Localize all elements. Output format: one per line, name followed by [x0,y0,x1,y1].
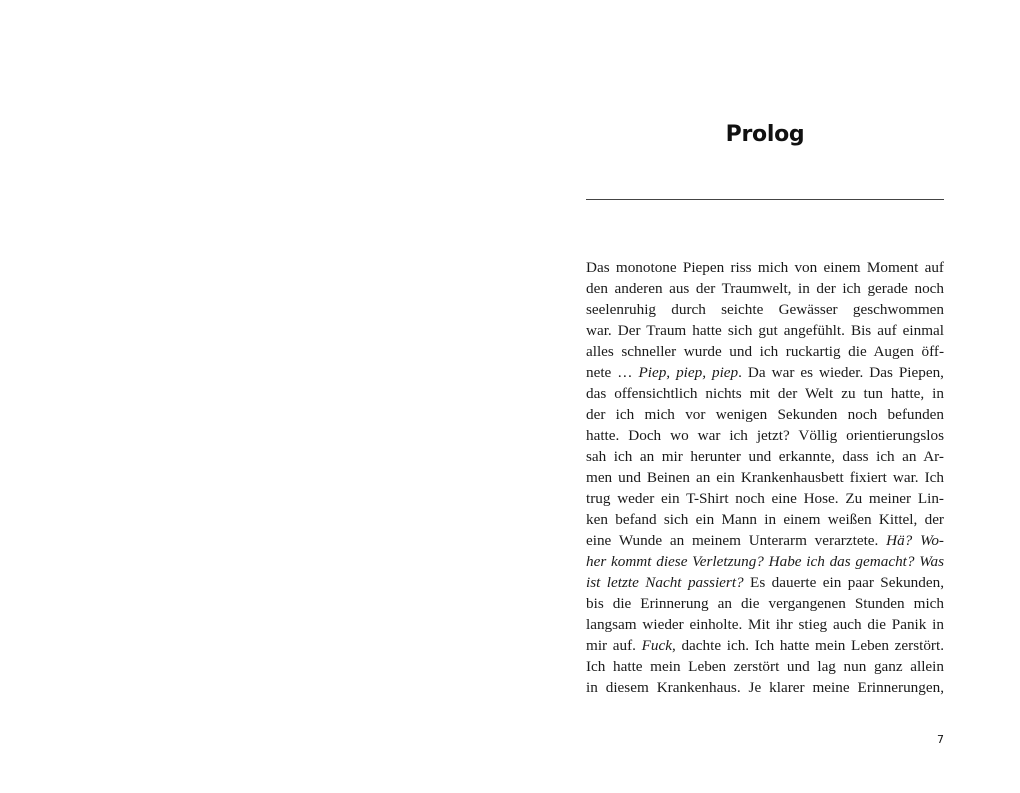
body-text [586,257,944,698]
chapter-title-text: Prolog [725,122,805,147]
body-line [586,572,944,593]
body-line [586,425,944,446]
body-line [586,530,944,551]
right-page [510,0,1020,793]
title-divider [586,199,944,200]
text-run: Ich hatte mein Leben zerstört und lag nun ganz allein [586,658,944,675]
italic-text: Piep, piep, piep [638,364,739,381]
body-line [586,257,944,278]
body-line [586,551,944,572]
body-line [586,341,944,362]
text-run: ken befand sich ein Mann in einem weißen Kittel, der [586,511,944,528]
body-line [586,656,944,677]
page-number: 7 [937,733,944,746]
body-line [586,362,944,383]
body-line [586,488,944,509]
body-line [586,467,944,488]
text-run: alles schneller wurde und ich ruckartig die Augen öff- [586,343,944,360]
body-line [586,404,944,425]
body-line [586,383,944,404]
text-run: , dachte ich. Ich hatte mein Leben zerstört. [671,637,944,654]
text-run: sah ich an mir herunter und erkannte, dass ich an Ar- [586,448,944,465]
text-run: eine Wunde an meinem Unterarm verarztete. [586,532,887,549]
text-run: der ich mich vor wenigen Sekunden noch befunden [586,406,944,423]
text-run: hatte. Doch wo war ich jetzt? Völlig orientierungslos [586,427,944,444]
text-run: Das monotone Piepen riss mich von einem Moment auf [586,259,944,276]
italic-text: Fuck [641,637,672,654]
text-run: das offensichtlich nichts mit der Welt zu tun hatte, in [586,385,944,402]
body-line [586,446,944,467]
text-run: mir auf. [586,637,642,654]
text-run: men und Beinen an ein Krankenhausbett fixiert war. Ich [586,469,944,486]
italic-text: Hä? Wo- [886,532,944,549]
body-line [586,614,944,635]
body-line [586,509,944,530]
text-run: langsam wieder einholte. Mit ihr stieg auch die Panik in [586,616,944,633]
text-run: trug weder ein T-Shirt noch eine Hose. Zu meiner Lin- [586,490,944,507]
text-run: den anderen aus der Traumwelt, in der ich gerade noch [586,280,944,297]
italic-text: ist letzte Nacht passiert? [586,574,744,591]
text-run: seelenruhig durch seichte Gewässer geschwommen [586,301,944,318]
body-line [586,677,944,698]
body-line [586,299,944,320]
italic-text: her kommt diese Verletzung? Habe ich das gemacht? Was [586,553,944,570]
text-run: war. Der Traum hatte sich gut angefühlt. Bis auf einmal [586,322,944,339]
body-line [586,278,944,299]
body-line [586,593,944,614]
body-line [586,320,944,341]
text-run: nete … [586,364,639,381]
text-run: Es dauerte ein paar Sekunden, [743,574,944,591]
text-run: in diesem Krankenhaus. Je klarer meine Erinnerungen, [586,679,944,696]
body-line [586,635,944,656]
text-run: bis die Erinnerung an die vergangenen Stunden mich [586,595,944,612]
chapter-title [510,122,1020,147]
text-run: . Da war es wieder. Das Piepen, [738,364,944,381]
